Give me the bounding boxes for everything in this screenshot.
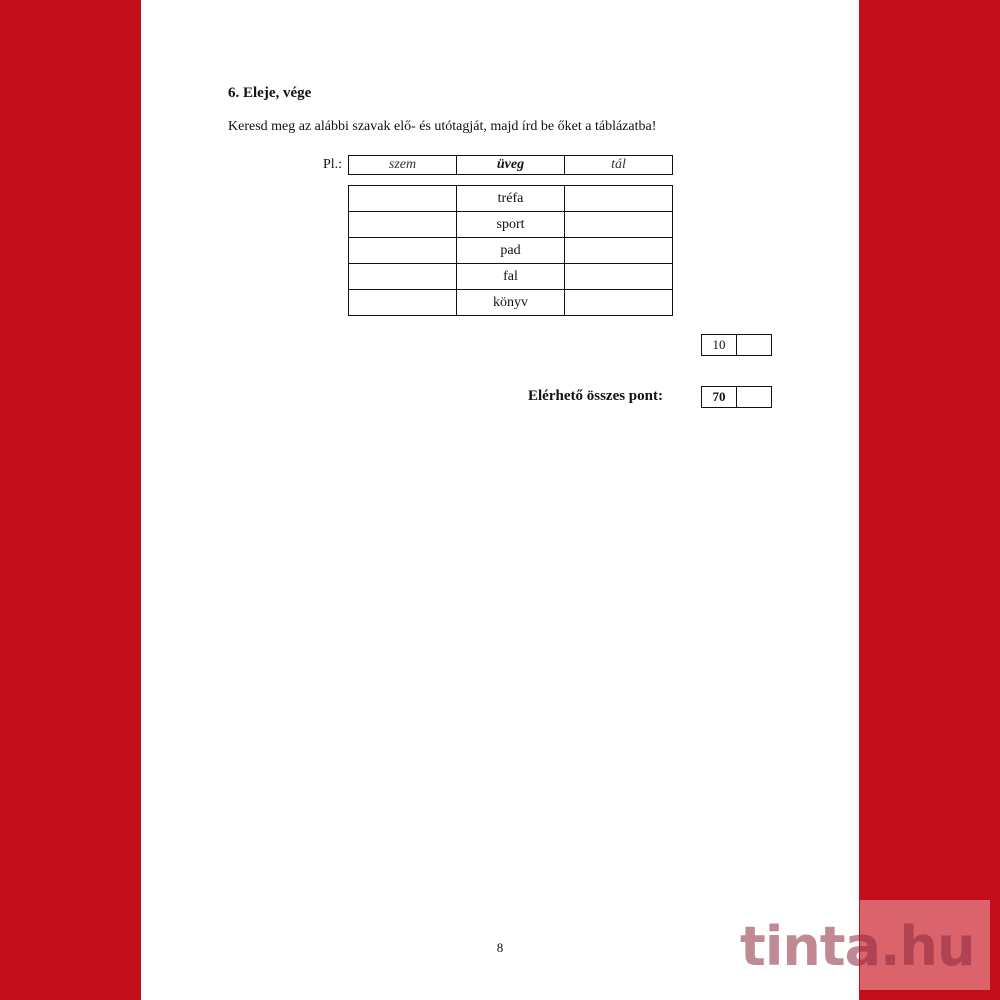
page-number: 8 [496, 940, 504, 955]
task-title: 6. Eleje, vége [228, 85, 312, 101]
words-table [348, 185, 673, 316]
word-cell: sport [457, 212, 565, 238]
total-score-box [701, 386, 772, 408]
suffix-cell[interactable] [565, 186, 673, 212]
example-table [348, 155, 673, 175]
prefix-cell[interactable] [349, 212, 457, 238]
task-score-box [701, 334, 772, 356]
suffix-cell[interactable] [565, 264, 673, 290]
word-cell: pad [457, 238, 565, 264]
word-cell: tréfa [457, 186, 565, 212]
example-suffix: tál [565, 156, 673, 175]
prefix-cell[interactable] [349, 264, 457, 290]
example-word: üveg [457, 156, 565, 175]
table-row [349, 212, 673, 238]
word-cell: fal [457, 264, 565, 290]
total-score-earned[interactable] [737, 387, 772, 408]
document-page [141, 0, 859, 1000]
total-score-max: 70 [702, 387, 737, 408]
table-row [349, 186, 673, 212]
total-points-label: Elérhető összes pont: [528, 388, 663, 404]
task-instruction: Keresd meg az alábbi szavak elő- és utótagját, majd írd be őket a táblázatba! [228, 119, 657, 134]
task-score-max: 10 [702, 335, 737, 356]
prefix-cell[interactable] [349, 186, 457, 212]
table-row [349, 264, 673, 290]
prefix-cell[interactable] [349, 290, 457, 316]
word-cell: könyv [457, 290, 565, 316]
task-score-earned[interactable] [737, 335, 772, 356]
example-prefix: szem [349, 156, 457, 175]
table-row [349, 290, 673, 316]
example-row [349, 156, 673, 175]
watermark-logo: tinta.hu [740, 915, 975, 978]
prefix-cell[interactable] [349, 238, 457, 264]
example-label: Pl.: [323, 157, 343, 172]
suffix-cell[interactable] [565, 290, 673, 316]
suffix-cell[interactable] [565, 238, 673, 264]
suffix-cell[interactable] [565, 212, 673, 238]
table-row [349, 238, 673, 264]
